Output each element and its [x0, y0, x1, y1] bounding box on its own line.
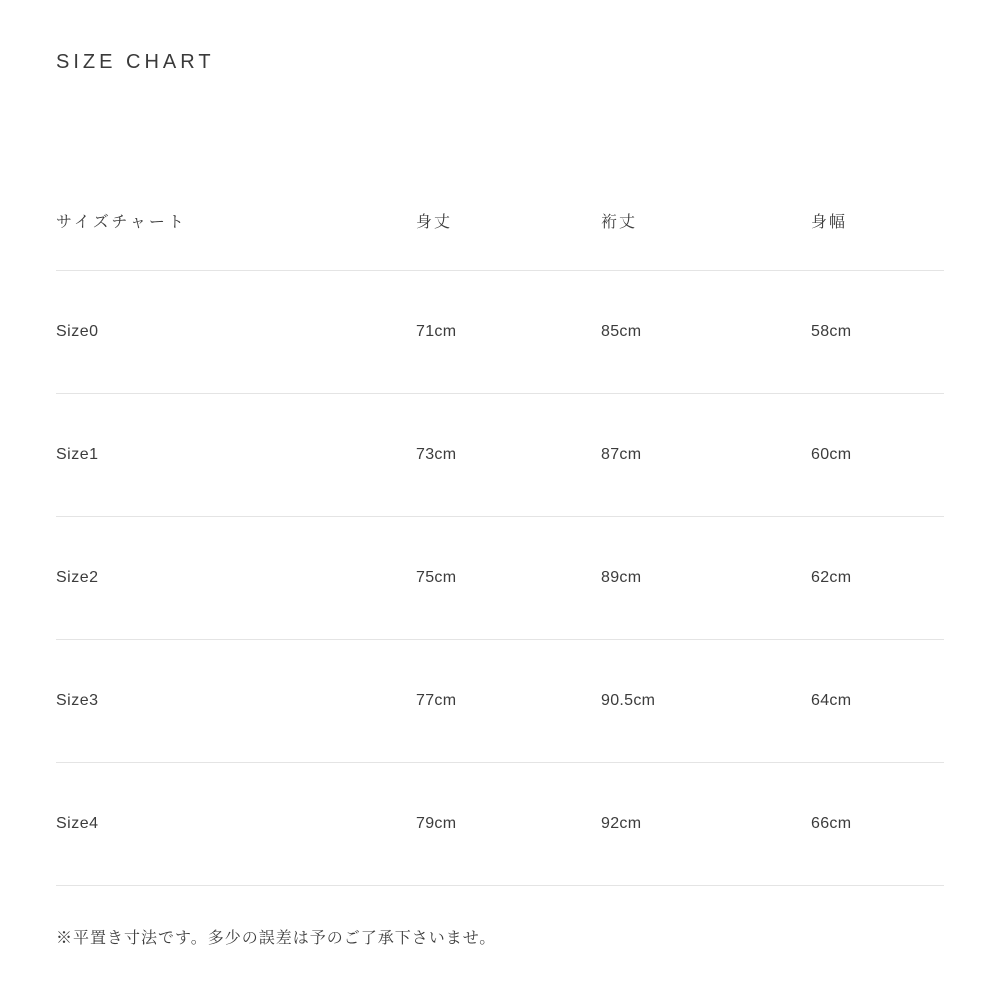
- table-row: [56, 271, 944, 394]
- cell-sleeve-length: 90.5cm: [601, 640, 811, 763]
- column-header-body-width: 身幅: [811, 170, 944, 271]
- table-header-row: [56, 170, 944, 271]
- cell-body-length: 79cm: [416, 763, 601, 886]
- cell-sleeve-length: 92cm: [601, 763, 811, 886]
- cell-body-length: 77cm: [416, 640, 601, 763]
- cell-body-width: 60cm: [811, 394, 944, 517]
- cell-size-label: Size2: [56, 517, 416, 640]
- size-chart-table-wrapper: [56, 170, 944, 886]
- cell-body-length: 73cm: [416, 394, 601, 517]
- column-header-size: サイズチャート: [56, 170, 416, 271]
- size-chart-table: [56, 170, 944, 886]
- cell-sleeve-length: 87cm: [601, 394, 811, 517]
- cell-size-label: Size0: [56, 271, 416, 394]
- cell-body-width: 66cm: [811, 763, 944, 886]
- table-body: [56, 271, 944, 886]
- table-row: [56, 763, 944, 886]
- cell-body-length: 71cm: [416, 271, 601, 394]
- measurement-note: ※平置き寸法です。多少の誤差は予のご了承下さいませ。: [56, 930, 497, 947]
- cell-body-width: 64cm: [811, 640, 944, 763]
- table-row: [56, 640, 944, 763]
- cell-size-label: Size3: [56, 640, 416, 763]
- cell-size-label: Size1: [56, 394, 416, 517]
- cell-sleeve-length: 89cm: [601, 517, 811, 640]
- cell-size-label: Size4: [56, 763, 416, 886]
- column-header-body-length: 身丈: [416, 170, 601, 271]
- table-row: [56, 517, 944, 640]
- cell-body-width: 58cm: [811, 271, 944, 394]
- cell-body-length: 75cm: [416, 517, 601, 640]
- table-row: [56, 394, 944, 517]
- cell-body-width: 62cm: [811, 517, 944, 640]
- cell-sleeve-length: 85cm: [601, 271, 811, 394]
- page-title: SIZE CHART: [56, 51, 215, 74]
- table-header: [56, 170, 944, 271]
- column-header-sleeve-length: 裄丈: [601, 170, 811, 271]
